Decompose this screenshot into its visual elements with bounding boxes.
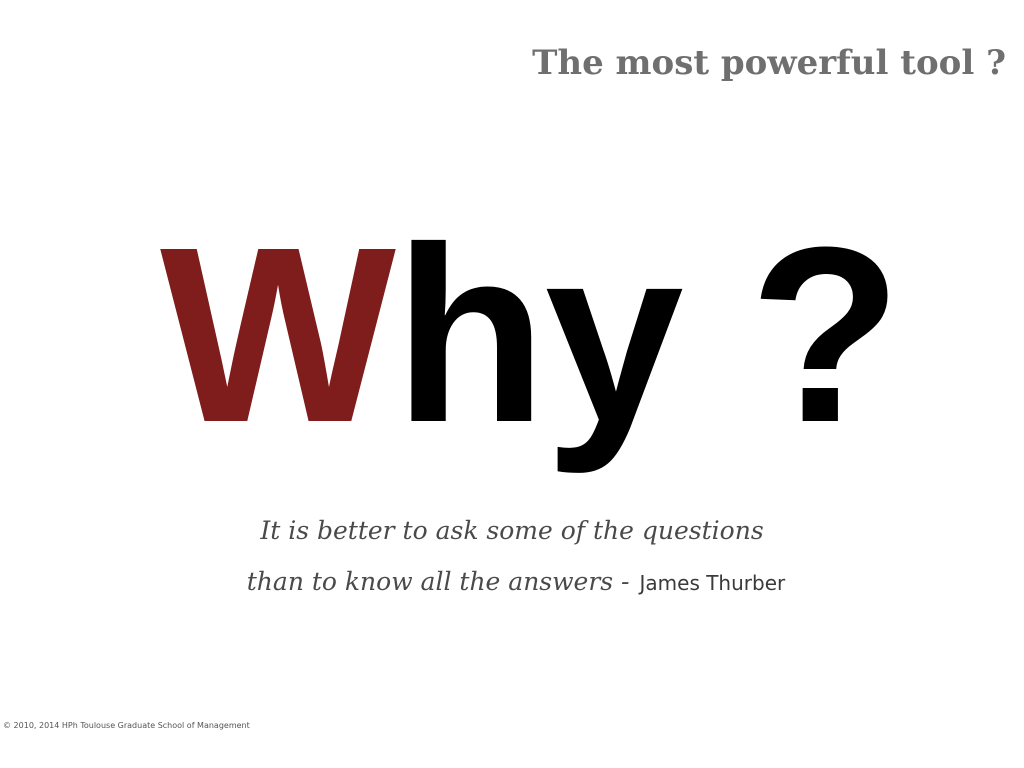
copyright-notice: © 2010, 2014 HPh Toulouse Graduate School of Management <box>3 721 250 730</box>
big-why-heading <box>160 195 900 474</box>
quote-author: James Thurber <box>639 571 786 595</box>
big-why-rest: hy ? <box>393 195 900 474</box>
quote-line-1: It is better to ask some of the questions <box>260 516 764 545</box>
big-why-first-letter: W <box>160 195 394 474</box>
quote-line-2-wrapper <box>0 556 1024 609</box>
quote-block <box>0 505 1024 609</box>
slide-title: The most powerful tool ? <box>532 43 1006 83</box>
quote-line-2: than to know all the answers - <box>246 567 630 596</box>
